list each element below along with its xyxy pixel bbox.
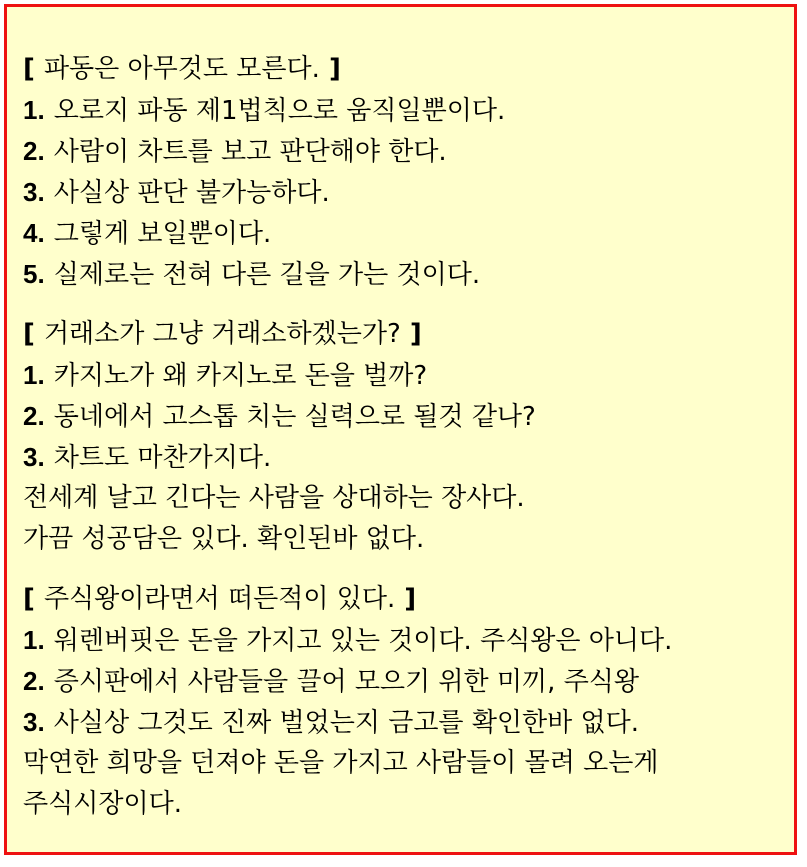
item-text: 차트도 마찬가지다. <box>53 443 272 473</box>
list-item <box>23 355 786 396</box>
item-number: 3. <box>23 707 45 737</box>
section-heading: [ 주식왕이라면서 떠든적이 있다. ] <box>23 584 417 614</box>
item-text: 가끔 성공담은 있다. 확인된바 없다. <box>23 524 425 554</box>
item-text: 사실상 판단 불가능하다. <box>53 178 330 208</box>
item-number: 4. <box>23 218 45 248</box>
list-item <box>23 743 786 784</box>
item-number: 1. <box>23 95 45 125</box>
section-heading-text: 파동은 아무것도 모른다. <box>43 54 320 84</box>
note-content <box>23 49 786 825</box>
item-text: 카지노가 왜 카지노로 돈을 벌까? <box>53 361 428 391</box>
item-text: 전세계 날고 긴다는 사람을 상대하는 장사다. <box>23 483 525 513</box>
section-heading-text: 주식왕이라면서 떠든적이 있다. <box>43 584 396 614</box>
list-item <box>23 478 786 519</box>
list-item <box>23 519 786 560</box>
list-item <box>23 131 786 172</box>
item-text: 증시판에서 사람들을 끌어 모으기 위한 미끼, 주식왕 <box>53 667 640 697</box>
item-text: 동네에서 고스톱 치는 실력으로 될것 같나? <box>53 402 536 432</box>
item-text: 워렌버핏은 돈을 가지고 있는 것이다. 주식왕은 아니다. <box>53 626 673 656</box>
section-exchange <box>23 314 786 560</box>
section-heading: [ 거래소가 그냥 거래소하겠는가? ] <box>23 319 422 349</box>
item-number: 3. <box>23 177 45 207</box>
list-item <box>23 396 786 437</box>
item-text: 막연한 희망을 던져야 돈을 가지고 사람들이 몰려 오는게 <box>23 748 659 778</box>
item-text: 오로지 파동 제1법칙으로 움직일뿐이다. <box>53 96 506 126</box>
note-card <box>4 4 797 855</box>
item-number: 2. <box>23 666 45 696</box>
item-number: 2. <box>23 401 45 431</box>
item-number: 2. <box>23 136 45 166</box>
list-item <box>23 661 786 702</box>
list-item <box>23 213 786 254</box>
list-item <box>23 172 786 213</box>
item-text: 그렇게 보일뿐이다. <box>53 219 272 249</box>
section-stock-king <box>23 579 786 825</box>
list-item <box>23 437 786 478</box>
item-number: 3. <box>23 442 45 472</box>
item-number: 1. <box>23 360 45 390</box>
item-number: 5. <box>23 259 45 289</box>
item-text: 실제로는 전혀 다른 길을 가는 것이다. <box>53 260 481 290</box>
section-heading-text: 거래소가 그냥 거래소하겠는가? <box>43 319 401 349</box>
list-item <box>23 702 786 743</box>
list-item <box>23 90 786 131</box>
item-number: 1. <box>23 625 45 655</box>
section-heading: [ 파동은 아무것도 모른다. ] <box>23 54 341 84</box>
list-item <box>23 620 786 661</box>
item-text: 주식시장이다. <box>23 789 182 819</box>
item-text: 사실상 그것도 진짜 벌었는지 금고를 확인한바 없다. <box>53 708 640 738</box>
item-text: 사람이 차트를 보고 판단해야 한다. <box>53 137 447 167</box>
list-item <box>23 784 786 825</box>
section-waves <box>23 49 786 295</box>
list-item <box>23 254 786 295</box>
